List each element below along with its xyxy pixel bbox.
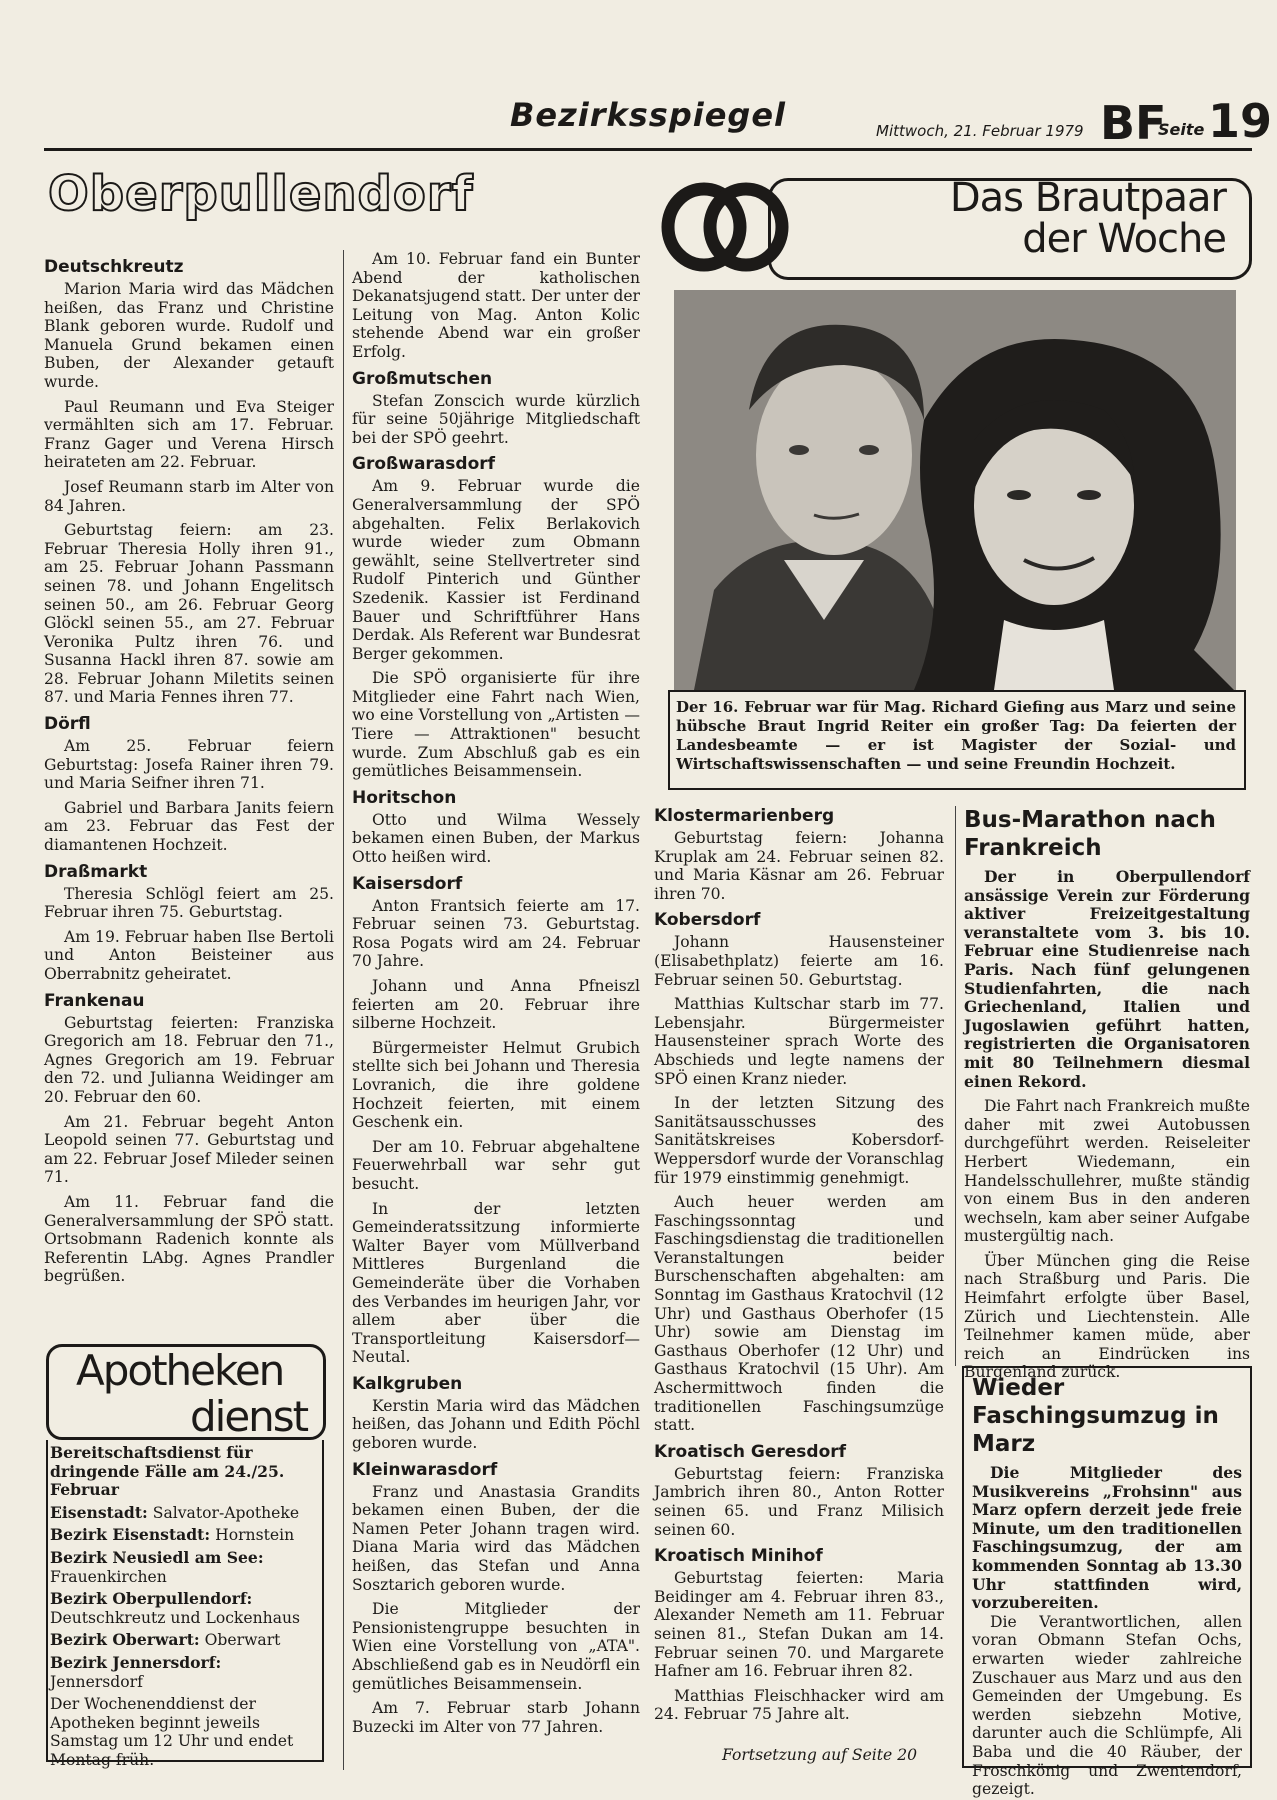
column-1 [44,250,334,1292]
article-paragraph: Anton Frantsich feierte am 17. Februar seinen 73. Geburtstag. Rosa Pogats wird am 24. Februar 70 Jahre. [352,896,640,971]
article-paragraph: Bürgermeister Helmut Grubich stellte sich bei Johann und Theresia Lovranich, die ihre goldene Hochzeit feierten, mit einem Geschenk ein. [352,1038,640,1132]
heading-kaisersdorf: Kaisersdorf [352,873,463,894]
article-paragraph: In der letzten Gemeinderatssitzung informierte Walter Bayer vom Müllverband Mittleres Burgenland die Gemeinderäte über die Vorhaben des Verbandes im heurigen Jahr, vor allem aber über die Transportleitung Kaisersdorf—Neutal. [352,1199,640,1367]
brautpaar-title-line1: Das Brautpaar [949,175,1226,221]
heading-drassmarkt: Draßmarkt [44,861,148,882]
article-paragraph: Marion Maria wird das Mädchen heißen, das Franz und Christine Blank geboren wurde. Rudolf und Manuela Grund bekamen einen Buben, der Alexander getauft wurde. [44,280,334,391]
article-paragraph: Am 21. Februar begeht Anton Leopold seinen 77. Geburtstag und am 22. Februar Josef Mileder seinen 71. [44,1112,334,1187]
apotheken-title-2: dienst [190,1392,308,1441]
apotheken-entry: Eisenstadt: Salvator-Apotheke [50,1502,300,1522]
apotheken-footer: Der Wochenenddienst der Apotheken beginnt jeweils Samstag um 12 Uhr und endet Montag früh. [50,1695,294,1769]
column-3 [654,806,944,1730]
article-paragraph: Über München ging die Reise nach Straßburg und Paris. Die Heimfahrt erfolgte über Basel, Zürich und Liechtenstein. Alle Teilnehmer kamen müde, aber reich an Eindrücken ins Burgenland zurück. [964,1251,1250,1382]
article-lead: Die Mitglieder des Musikvereins „Frohsinn" aus Marz opfern derzeit jede freie Minute, um den traditionellen Faschingsumzug, der am kommenden Sonntag ab 13.30 Uhr stattfinden wird, vorzubereiten. [972,1463,1242,1613]
article-paragraph: Geburtstag feiern: am 23. Februar Theresia Holly ihren 91., am 25. Februar Johann Passmann seinen 78. und Johann Engelitsch seinen 50., am 26. Februar Georg Glöckl seinen 55., am 27. Februar Veronika Pultz ihren 76. und Susanna Hackl ihren 87. sowie am 28. Februar Johann Miletits seinen 87. und Maria Fennes ihren 77. [44,521,334,707]
article-paragraph: Geburtstag feierten: Maria Beidinger am 4. Februar ihren 83., Alexander Nemeth am 11. Februar seinen 81., Stefan Dukan am 14. Februar seinen 70. und Margarete Hafner am 16. Februar ihren 82. [654,1569,944,1681]
heading-kroatisch-minihof: Kroatisch Minihof [654,1546,823,1567]
bus-marathon-headline: Bus-Marathon nach Frankreich [964,807,1216,861]
article-paragraph: Am 19. Februar haben Ilse Bertoli und Anton Beisteiner aus Oberrabnitz geheiratet. [44,927,334,983]
article-paragraph: Johann Hausensteiner (Elisabethplatz) feierte am 16. Februar seinen 50. Geburtstag. [654,933,944,989]
article-paragraph: Paul Reumann und Eva Steiger vermählten sich am 17. Februar. Franz Gager und Verena Hirsch heirateten am 22. Februar. [44,397,334,472]
heading-kobersdorf: Kobersdorf [654,910,761,931]
column-4 [964,806,1250,1388]
article-lead: Der in Oberpullendorf ansässige Verein zur Förderung aktiver Freizeitgestaltung veranstaltete vom 3. bis 10. Februar eine Studienreise nach Paris. Nach fünf gelungenen Studienfahrten, die nach Griechenland, Italien und Jugoslawien geführt hatten, registrierten die Organisatoren mit 80 Teilnehmern diesmal einen Rekord. [964,867,1250,1091]
article-paragraph: Josef Reumann starb im Alter von 84 Jahren. [44,477,334,515]
page-label: Seite [1158,120,1205,139]
apotheken-intro: Bereitschaftsdienst für dringende Fälle am 24./25. Februar [50,1443,285,1500]
couple-photo [674,290,1236,690]
heading-deutschkreutz: Deutschkreutz [44,257,184,277]
heading-kalkgruben: Kalkgruben [352,1373,463,1394]
article-paragraph: Otto und Wilma Wessely bekamen einen Buben, der Markus Otto heißen wird. [352,810,640,867]
faschings-article [972,1374,1242,1799]
heading-kleinwarasdorf: Kleinwarasdorf [352,1459,498,1480]
apotheken-entry: Bezirk Eisenstadt: Hornstein [50,1525,295,1545]
article-paragraph: Auch heuer werden am Faschingssonntag und Faschingsdienstag die traditionellen Veranstaltungen beider Burschenschaften abgehalten: am Sonntag im Gasthaus Kratochvil (12 Uhr) und Gasthaus Oberhofer (15 Uhr) sowie am Dienstag im Gasthaus Oberhofer (12 Uhr) und Gasthaus Kratochvil (15 Uhr). Am Aschermittwoch finden die traditionellen Faschingsumzüge statt. [654,1193,944,1435]
article-paragraph: Am 25. Februar feiern Geburtstag: Josefa Rainer ihren 79. und Maria Seifner ihren 71. [44,737,334,793]
article-paragraph: Matthias Fleischhacker wird am 24. Februar 75 Jahre alt. [654,1686,944,1724]
apotheken-entry: Bezirk Jennersdorf: Jennersdorf [50,1652,222,1691]
heading-grosswarasdorf: Großwarasdorf [352,454,496,475]
page-number: 19 [1208,94,1273,148]
brautpaar-title [826,175,1226,262]
heading-grossmutschen: Großmutschen [352,368,493,389]
article-paragraph: Geburtstag feiern: Franziska Jambrich ihren 80., Anton Rotter seinen 65. und Franz Milisich seinen 60. [654,1464,944,1539]
brautpaar-title-line2: der Woche [1022,216,1226,262]
header-rule [44,148,1252,151]
article-paragraph: Geburtstag feiern: Johanna Kruplak am 24. Februar seinen 82. und Maria Käsnar am 26. Februar ihren 70. [654,829,944,903]
article-paragraph: Der am 10. Februar abgehaltene Feuerwehrball war sehr gut besucht. [352,1137,640,1193]
article-paragraph: Am 7. Februar starb Johann Buzecki im Alter von 77 Jahren. [352,1699,640,1736]
article-paragraph: Am 11. Februar fand die Generalversammlung der SPÖ statt. Ortsobmann Radenich konnte als Referentin LAbg. Agnes Prandler begrüßen. [44,1192,334,1286]
district-title: Oberpullendorf [48,166,474,222]
apotheken-entry: Bezirk Oberwart: Oberwart [50,1630,281,1650]
apotheken-title: Apotheken [76,1346,284,1395]
article-paragraph: In der letzten Sitzung des Sanitätsausschusses des Sanitätskreises Kobersdorf-Weppersdorf wurde der Voranschlag für 1979 einstimmig genehmigt. [654,1094,944,1187]
apotheken-entry: Bezirk Neusiedl am See: Frauenkirchen [50,1547,264,1586]
newspaper-logo: BF [1100,96,1167,150]
continuation-note: Fortsetzung auf Seite 20 [722,1746,918,1764]
apotheken-list [50,1444,318,1774]
issue-date: Mittwoch, 21. Februar 1979 [876,122,1084,140]
article-paragraph: Die Fahrt nach Frankreich mußte daher mit zwei Autobussen durchgeführt werden. Reiseleiter Herbert Wiedemann, ein Handelsschullehrer, mußte ständig von einem Bus in den anderen wechseln, kam aber seiner Aufgabe mustergültig nach. [964,1097,1250,1246]
article-paragraph: Am 10. Februar fand ein Bunter Abend der katholischen Dekanatsjugend statt. Der unter der Leitung von Mag. Anton Kolic stehende Abend war ein großer Erfolg. [352,250,640,361]
photo-caption: Der 16. Februar war für Mag. Richard Giefing aus Marz und seine hübsche Braut Ingrid Reiter ein großer Tag: Da feierten der Landesbeamte — er ist Magister der Sozial- und Wirtschaftswissenschaften — und seine Freundin Hochzeit. [676,698,1236,773]
article-paragraph: Die SPÖ organisierte für ihre Mitglieder eine Fahrt nach Wien, wo eine Vorstellung von „Artisten — Tiere — Attraktionen" besucht wurde. Zum Abschluß gab es ein gemütliches Beisammensein. [352,669,640,781]
heading-horitschon: Horitschon [352,787,457,808]
heading-kroatisch-geresdorf: Kroatisch Geresdorf [654,1441,847,1462]
heading-doerfl: Dörfl [44,714,91,735]
heading-klostermarienberg: Klostermarienberg [654,806,835,826]
apotheken-entry: Bezirk Oberpullendorf: Deutschkreutz und Lockenhaus [50,1589,301,1627]
article-paragraph: Matthias Kultschar starb im 77. Lebensjahr. Bürgermeister Hausensteiner sprach Worte des Abschieds und legte namens der SPÖ einen Kranz nieder. [654,995,944,1088]
article-paragraph: Die Verantwortlichen, allen voran Obmann Stefan Ochs, erwarten wieder zahlreiche Zuschauer aus Marz und aus den Gemeinden der Umgebung. Es werden siebzehn Motive, darunter auch die Schlümpfe, Ali Baba und die 40 Räuber, der Froschkönig und Zwentendorf, gezeigt. [972,1612,1242,1799]
article-paragraph: Stefan Zonscich wurde kürzlich für seine 50jährige Mitgliedschaft bei der SPÖ geehrt. [352,391,640,447]
article-paragraph: Die Mitglieder der Pensionistengruppe besuchten in Wien eine Vorstellung von „ATA". Abschließend gab es in Neudörfl ein gemütliches Beisammensein. [352,1600,640,1693]
faschings-headline: Wieder Faschingsumzug in Marz [972,1375,1219,1457]
article-paragraph: Am 9. Februar wurde die Generalversammlung der SPÖ abgehalten. Felix Berlakovich wurde wieder zum Obmann gewählt, seine Stellvertreter sind Rudolf Pinterich und Günther Szedenik. Kassier ist Ferdinand Bauer und Schriftführer Hans Derdak. Als Referent war Bundesrat Berger gekommen. [352,477,640,663]
newspaper-section-title: Bezirksspiegel [510,96,786,134]
article-paragraph: Kerstin Maria wird das Mädchen heißen, das Johann und Edith Pöchl geboren wurde. [352,1396,640,1453]
article-paragraph: Franz und Anastasia Grandits bekamen einen Buben, der die Namen Peter Johann tragen wird. Diana Maria wird das Mädchen heißen, das Stefan und Anna Sosztarich geboren wurde. [352,1482,640,1594]
column-divider [955,806,956,1366]
article-paragraph: Geburtstag feierten: Franziska Gregorich am 18. Februar den 71., Agnes Gregorich am 19. Februar den 72. und Julianna Weidinger am 20. Februar den 60. [44,1013,334,1106]
article-paragraph: Johann und Anna Pfneiszl feierten am 20. Februar ihre silberne Hochzeit. [352,977,640,1033]
column-2 [352,250,640,1742]
article-paragraph: Gabriel und Barbara Janits feiern am 23. Februar das Fest der diamantenen Hochzeit. [44,798,334,855]
heading-frankenau: Frankenau [44,990,145,1011]
column-divider [343,250,344,1770]
article-paragraph: Theresia Schlögl feiert am 25. Februar ihren 75. Geburtstag. [44,884,334,922]
